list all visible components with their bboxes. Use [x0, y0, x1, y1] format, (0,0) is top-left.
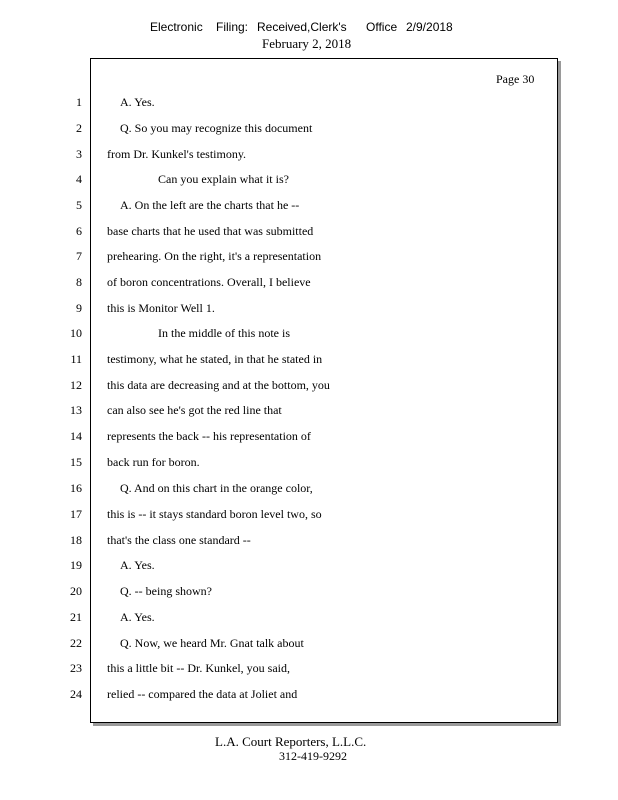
line-number: 7: [76, 249, 82, 263]
transcript-date: February 2, 2018: [262, 36, 352, 51]
filing-stamp-received-clerks: Received,Clerk's: [257, 20, 347, 34]
transcript-line: Can you explain what it is?: [158, 172, 289, 186]
filing-stamp-office: Office: [366, 20, 398, 34]
transcript-line: from Dr. Kunkel's testimony.: [107, 147, 247, 161]
filing-stamp: [0, 20, 618, 36]
line-number: 9: [76, 301, 82, 315]
page-number: Page 30: [496, 72, 535, 86]
transcript-line: A. Yes.: [120, 95, 155, 109]
transcript-line: this is -- it stays standard boron level two, so: [107, 507, 322, 521]
line-number: 2: [76, 121, 82, 135]
line-number: 16: [70, 481, 82, 495]
transcript-line: this data are decreasing and at the bottom, you: [107, 378, 330, 392]
line-number: 5: [76, 198, 82, 212]
line-number: 1: [76, 95, 82, 109]
transcript-line: base charts that he used that was submitted: [107, 224, 314, 238]
reporter-company: L.A. Court Reporters, L.L.C.: [215, 734, 367, 749]
line-number: 21: [70, 610, 82, 624]
transcript-line: Q. -- being shown?: [120, 584, 212, 598]
transcript-line: testimony, what he stated, in that he stated in: [107, 352, 323, 366]
transcript-line: A. Yes.: [120, 558, 155, 572]
transcript-line: that's the class one standard --: [107, 533, 251, 547]
line-number: 4: [76, 172, 82, 186]
transcript-line: Q. Now, we heard Mr. Gnat talk about: [120, 636, 304, 650]
line-number: 15: [70, 455, 82, 469]
line-number: 17: [70, 507, 82, 521]
line-number: 11: [70, 352, 82, 366]
line-number: 13: [70, 403, 82, 417]
line-number: 14: [70, 429, 82, 443]
line-number: 18: [70, 533, 82, 547]
transcript-line: can also see he's got the red line that: [107, 403, 282, 417]
line-number: 10: [70, 326, 82, 340]
filing-stamp-date: 2/9/2018: [406, 20, 453, 34]
transcript-line: A. Yes.: [120, 610, 155, 624]
line-number: 6: [76, 224, 82, 238]
filing-stamp-electronic: Electronic: [150, 20, 203, 34]
line-number: 12: [70, 378, 82, 392]
transcript-line: back run for boron.: [107, 455, 200, 469]
line-number: 19: [70, 558, 82, 572]
transcript-line: represents the back -- his representation of: [107, 429, 311, 443]
line-number: 8: [76, 275, 82, 289]
transcript-line: this a little bit -- Dr. Kunkel, you said,: [107, 661, 290, 675]
transcript-line: of boron concentrations. Overall, I believe: [107, 275, 311, 289]
filing-stamp-filing: Filing:: [216, 20, 249, 34]
line-number: 23: [70, 661, 82, 675]
line-number: 3: [76, 147, 82, 161]
transcript-line: Q. So you may recognize this document: [120, 121, 313, 135]
reporter-phone: 312-419-9292: [279, 749, 347, 763]
line-number: 24: [70, 687, 82, 701]
transcript-line: Q. And on this chart in the orange color,: [120, 481, 313, 495]
transcript-line: relied -- compared the data at Joliet and: [107, 687, 298, 701]
transcript-line: prehearing. On the right, it's a representation: [107, 249, 322, 263]
transcript-line: this is Monitor Well 1.: [107, 301, 215, 315]
line-number: 22: [70, 636, 82, 650]
line-number: 20: [70, 584, 82, 598]
transcript-line: A. On the left are the charts that he --: [120, 198, 300, 212]
transcript-line: In the middle of this note is: [158, 326, 290, 340]
